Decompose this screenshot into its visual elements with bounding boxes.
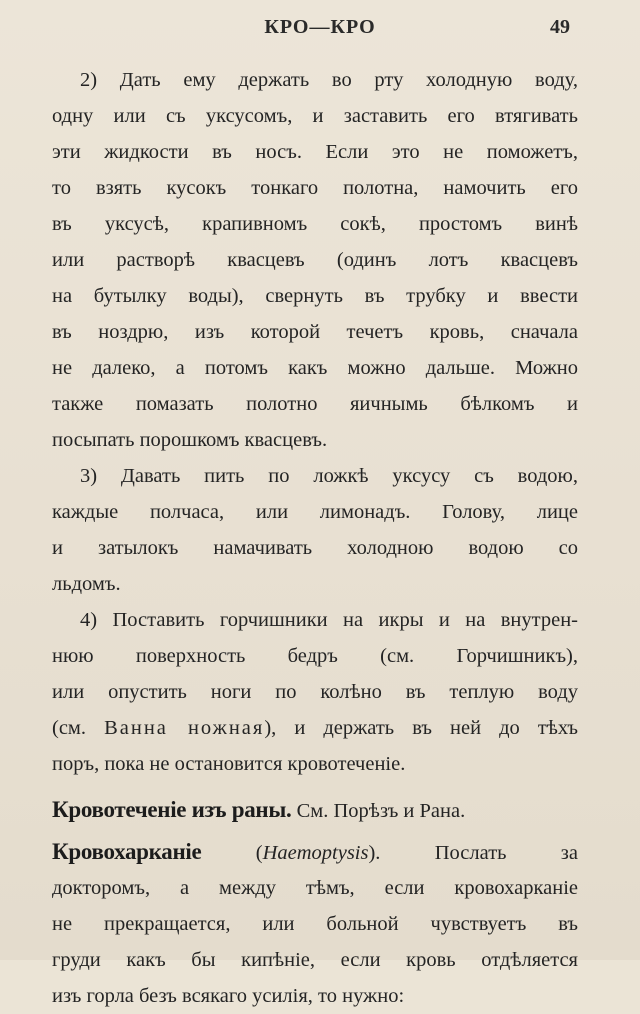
paragraph-3 — [52, 458, 578, 602]
text-line: въ ноздрю, изъ которой течетъ кровь, сначала — [52, 321, 578, 343]
text-line: эти жидкости въ носъ. Если это не поможетъ, — [52, 141, 578, 163]
text-line: не далеко, а потомъ какъ можно дальше. Можно — [52, 357, 578, 379]
latin-term: Haemoptysis — [262, 842, 369, 864]
text-line: груди какъ бы кипѣніе, если кровь отдѣляется — [52, 949, 578, 971]
text-line: то взять кусокъ тонкаго полотна, намочить его — [52, 177, 578, 199]
entry-heading: Кровохарканіе — [52, 839, 202, 864]
text-line: на бутылку воды), свернуть въ трубку и ввести — [52, 285, 578, 307]
text-line — [52, 710, 578, 746]
text-fragment: ), и держать въ ней до тѣхъ — [264, 717, 578, 739]
text-line: одну или съ уксусомъ, и заставить его втягивать — [52, 105, 578, 127]
text-line: нюю поверхность бедръ (см. Горчишникъ), — [52, 645, 578, 667]
cross-reference: Ванна ножная — [104, 717, 265, 739]
text-line: каждые полчаса, или лимонадъ. Голову, лице — [52, 501, 578, 523]
text-fragment: См. Порѣзъ и Рана. — [291, 800, 466, 822]
text-line: 2) Дать ему держать во рту холодную воду, — [80, 69, 578, 91]
text-fragment: ( — [201, 842, 263, 864]
running-header — [0, 16, 640, 46]
text-line: поръ, пока не остановится кровотеченіе. — [52, 753, 406, 775]
page-body — [52, 62, 578, 1014]
text-line — [52, 834, 578, 870]
text-fragment: ). Послать за — [368, 842, 579, 864]
text-line: не прекращается, или больной чувствуетъ въ — [52, 913, 578, 935]
text-line: или опустить ноги по колѣно въ теплую воду — [52, 681, 578, 703]
text-fragment: (см. — [52, 717, 105, 739]
text-line: изъ горла безъ всякаго усилія, то нужно: — [52, 985, 405, 1007]
text-line: въ уксусѣ, крапивномъ сокѣ, простомъ винѣ — [52, 213, 578, 235]
header-title: КРО—КРО — [264, 16, 376, 38]
entry-bleeding-from-wound — [52, 792, 578, 828]
text-line: посыпать порошкомъ квасцевъ. — [52, 429, 328, 451]
text-line: 4) Поставить горчишники на икры и на внутрен- — [80, 609, 578, 631]
entry-hemoptysis — [52, 834, 578, 1014]
text-line: и затылокъ намачивать холодною водою со — [52, 537, 578, 559]
entry-heading: Кровотеченіе изъ раны. — [52, 797, 292, 822]
text-line: или растворѣ квасцевъ (одинъ лотъ квасцевъ — [52, 249, 578, 271]
text-line: докторомъ, а между тѣмъ, если кровохарканіе — [52, 877, 578, 899]
paragraph-2 — [52, 62, 578, 458]
text-line — [52, 792, 578, 828]
paragraph-4 — [52, 602, 578, 782]
page-number: 49 — [550, 16, 570, 38]
text-line: также помазать полотно яичнымь бѣлкомъ и — [52, 393, 578, 415]
text-line: 3) Давать пить по ложкѣ уксусу съ водою, — [80, 465, 578, 487]
text-line: льдомъ. — [52, 573, 121, 595]
